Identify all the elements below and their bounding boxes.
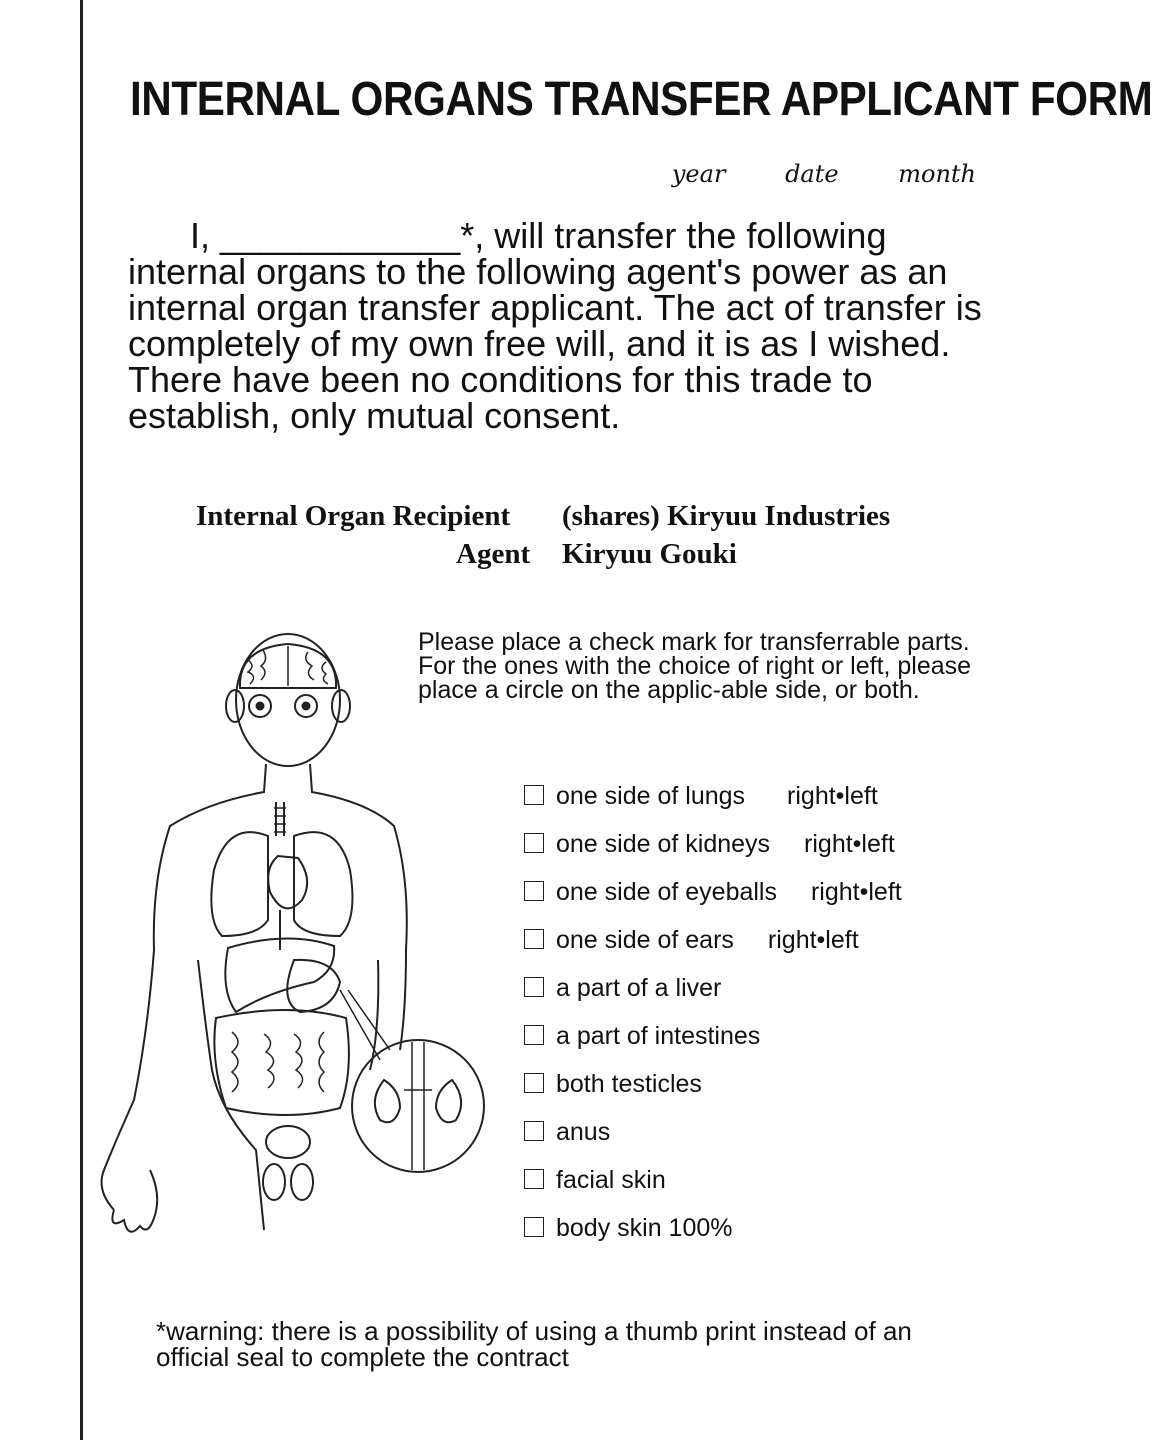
testicle-icon	[291, 1164, 313, 1200]
warning-note: *warning: there is a possibility of using a thumb print instead of an official seal to complete the contract	[156, 1316, 912, 1372]
item-label: one side of kidneys	[556, 830, 771, 858]
checkbox[interactable]	[524, 1217, 544, 1237]
form-title: INTERNAL ORGANS TRANSFER APPLICANT FORM	[130, 73, 1152, 126]
right-lung-icon	[294, 832, 352, 936]
item-label: a part of a liver	[556, 974, 722, 1002]
testicle-icon	[263, 1164, 285, 1200]
list-item	[524, 974, 994, 1022]
side-choice[interactable]: right•left	[767, 926, 859, 954]
name-blank[interactable]: ____________	[220, 215, 461, 256]
checkbox[interactable]	[524, 833, 544, 853]
heart-icon	[268, 856, 307, 908]
date-fields	[620, 160, 976, 188]
item-label: anus	[556, 1118, 611, 1146]
date-field-year[interactable]: year	[671, 160, 726, 188]
list-item	[524, 782, 994, 830]
right-kidney-icon	[436, 1080, 461, 1122]
checkbox[interactable]	[524, 1121, 544, 1141]
trachea	[276, 802, 284, 836]
list-item	[524, 926, 994, 974]
recipient-label: Internal Organ Recipient	[196, 500, 511, 532]
item-label: a part of intestines	[556, 1022, 761, 1050]
checkbox[interactable]	[524, 929, 544, 949]
checkbox[interactable]	[524, 1073, 544, 1093]
margin-line	[80, 0, 83, 1440]
agent-value: Kiryuu Gouki	[562, 538, 737, 570]
list-item	[524, 1118, 994, 1166]
list-item	[524, 1070, 994, 1118]
anatomy-diagram-icon	[88, 630, 498, 1250]
instructions: Please place a check mark for transferrable parts. For the ones with the choice of right or left, please place a circle on the applic-able side, or both.	[418, 628, 972, 704]
item-label: one side of ears	[556, 926, 734, 954]
right-ear	[332, 690, 350, 722]
item-label: facial skin	[556, 1166, 666, 1194]
side-choice[interactable]: right•left	[787, 782, 878, 810]
declaration-text	[128, 215, 988, 436]
list-item	[524, 1166, 994, 1214]
bladder-icon	[266, 1126, 310, 1158]
checkbox[interactable]	[524, 785, 544, 805]
left-ear	[226, 690, 244, 722]
declaration-body: *, will transfer the following internal organs to the following agent's power as an internal organ transfer applicant. The act of transfer is completely of my own free will, and it is as I wished. There have been no conditions for this trade to establish, only mutual consent.	[128, 215, 982, 436]
checkbox[interactable]	[524, 1169, 544, 1189]
list-item	[524, 878, 994, 926]
date-field-date[interactable]: date	[785, 160, 839, 188]
checkbox[interactable]	[524, 977, 544, 997]
item-label: one side of eyeballs	[556, 878, 777, 906]
organ-checklist	[524, 782, 994, 1262]
item-label: both testicles	[556, 1070, 702, 1098]
left-kidney-icon	[375, 1080, 400, 1122]
recipient-value: (shares) Kiryuu Industries	[562, 500, 891, 532]
item-label: one side of lungs	[556, 782, 746, 810]
list-item	[524, 830, 994, 878]
intestines-icon	[214, 1010, 349, 1115]
kidney-inset	[352, 1040, 484, 1172]
list-item	[524, 1214, 994, 1262]
checkbox[interactable]	[524, 881, 544, 901]
date-field-month[interactable]: month	[898, 160, 976, 188]
item-label: body skin 100%	[556, 1214, 733, 1242]
side-choice[interactable]: right•left	[810, 878, 902, 906]
body-outline	[102, 764, 407, 1210]
declaration-opening: I,	[190, 215, 221, 256]
hand-outline	[112, 1170, 157, 1232]
agent-label: Agent	[456, 538, 531, 570]
left-lung-icon	[211, 832, 268, 936]
checkbox[interactable]	[524, 1025, 544, 1045]
list-item	[524, 1022, 994, 1070]
side-choice[interactable]: right•left	[804, 830, 895, 858]
